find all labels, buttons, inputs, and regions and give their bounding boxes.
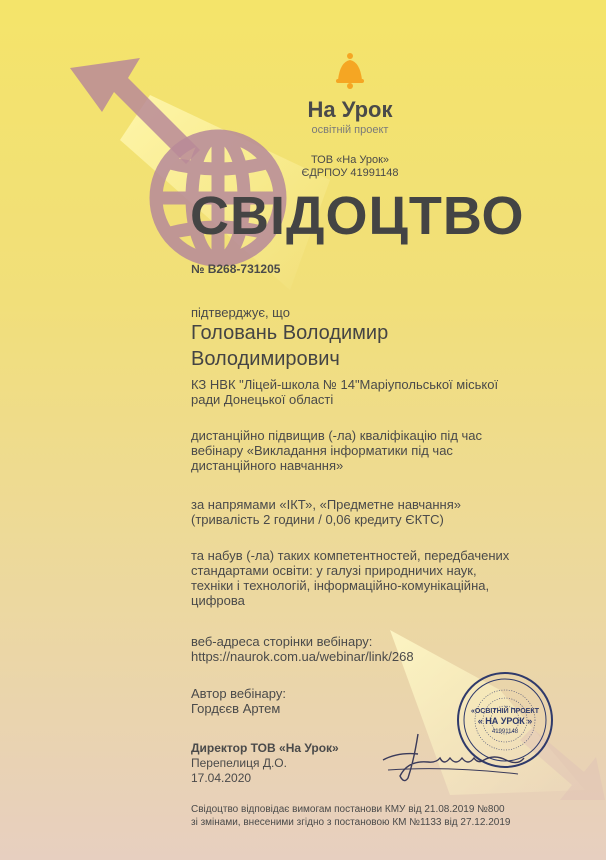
directions-line: (тривалість 2 години / 0,06 кредиту ЄКТС) — [191, 512, 444, 527]
stamp-main-text: « НА УРОК » — [477, 716, 533, 726]
footer-line: Свідоцтво відповідає вимогам постанови КМУ від 21.08.2019 №800 — [191, 804, 505, 815]
director-signature — [378, 730, 528, 785]
organization — [270, 154, 430, 180]
school-line: ради Донецької області — [191, 392, 334, 407]
logo-name: На Урок — [307, 97, 393, 122]
certificate-number: № В268-731205 — [191, 262, 281, 276]
webinar-link-block — [191, 634, 414, 664]
issue-date: 17.04.2020 — [191, 771, 252, 785]
stamp-code: 41991148 — [491, 729, 519, 735]
webinar-link-label: веб-адреса сторінки вебінару: — [191, 634, 373, 649]
director-title: Директор ТОВ «На Урок» — [191, 741, 339, 755]
director-block — [191, 741, 339, 786]
recipient-patronymic: Володимирович — [191, 348, 340, 370]
footer-line: зі змінами, внесеними згідно з постановою КМ №1133 від 27.12.2019 — [191, 817, 511, 828]
author-block — [191, 686, 286, 716]
organization-name: ТОВ «На Урок» — [310, 154, 390, 166]
confirms-text: підтверджує, що — [191, 305, 290, 320]
author-label: Автор вебінару: — [191, 686, 286, 701]
footer-note — [191, 803, 510, 829]
organization-code: ЄДРПОУ 41991148 — [301, 167, 399, 179]
competences-line: та набув (-ла) таких компетентностей, передбачених — [191, 548, 510, 563]
qualification-text — [191, 428, 482, 473]
stamp-top-text: «ОСВІТНІЙ ПРОЕКТ — [470, 708, 540, 715]
qualification-line: дистанційно підвищив (-ла) кваліфікацію під час — [191, 428, 483, 443]
competences-text — [191, 548, 509, 608]
competences-line: стандартами освіти: у галузі природничих наук, — [191, 563, 477, 578]
qualification-line: вебінару «Викладання інформатики під час — [191, 443, 453, 458]
school — [191, 377, 498, 407]
recipient-surname-name: Головань Володимир — [191, 322, 389, 344]
directions-line: за напрямами «ІКТ», «Предметне навчання» — [191, 497, 461, 512]
school-line: КЗ НВК "Ліцей-школа № 14"Маріупольської міської — [191, 377, 499, 392]
recipient-name — [191, 320, 388, 372]
logo-subtitle: освітній проект — [311, 124, 389, 136]
competences-line: цифрова — [191, 593, 245, 608]
logo — [290, 50, 410, 136]
director-name: Перепелиця Д.О. — [191, 756, 287, 770]
directions-text — [191, 497, 461, 527]
competences-line: техніки і технологій, інформаційно-комунікаційна, — [191, 578, 490, 593]
page-title: СВІДОЦТВО — [190, 186, 525, 246]
bell-icon — [330, 50, 370, 90]
author-name: Гордєєв Артем — [191, 701, 281, 716]
webinar-link-url[interactable]: https://naurok.com.ua/webinar/link/268 — [191, 649, 414, 664]
qualification-line: дистанційного навчання» — [191, 458, 344, 473]
